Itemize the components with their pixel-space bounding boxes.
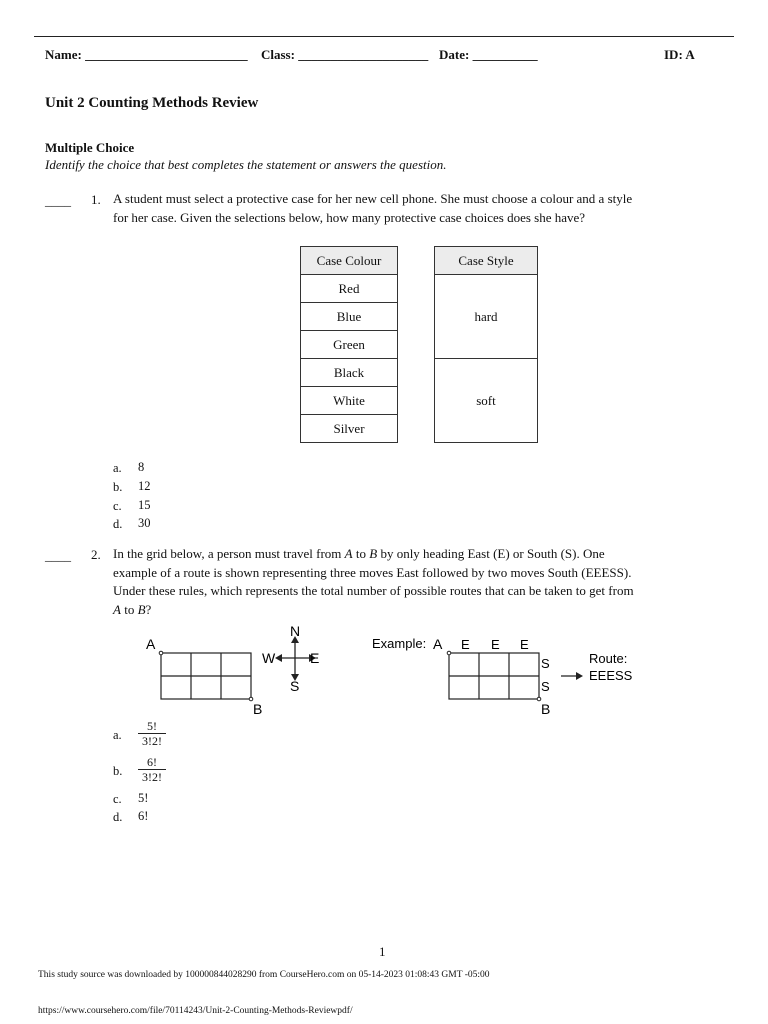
case-style-table bbox=[434, 246, 538, 443]
colour-cell: Black bbox=[301, 359, 398, 387]
q1-answer-blank: ____ bbox=[45, 193, 71, 208]
name-field bbox=[45, 47, 248, 63]
q1-option-a-value: 8 bbox=[138, 460, 145, 474]
id-label: ID: bbox=[664, 47, 683, 62]
example-east-1: E bbox=[461, 637, 470, 652]
q2-option-c-letter: c. bbox=[113, 792, 122, 806]
q1-number: 1. bbox=[91, 192, 101, 207]
date-blank: __________ bbox=[472, 47, 538, 62]
example-south-1: S bbox=[541, 656, 550, 671]
q1-option-d-letter: d. bbox=[113, 517, 123, 531]
q2-option-b-fraction bbox=[138, 755, 166, 784]
point-a-label: A bbox=[146, 636, 156, 652]
case-colour-table bbox=[300, 246, 398, 443]
arrow-right-icon bbox=[561, 672, 583, 680]
q2-option-b-letter: b. bbox=[113, 764, 123, 778]
example-label: Example: bbox=[372, 636, 427, 651]
date-field bbox=[439, 47, 538, 63]
source-url[interactable]: https://www.coursehero.com/file/70114243/Unit-2-Counting-Methods-Reviewpdf/ bbox=[38, 1006, 353, 1016]
colour-cell: White bbox=[301, 387, 398, 415]
q1-option-c-letter: c. bbox=[113, 499, 122, 513]
case-style-header: Case Style bbox=[435, 247, 538, 275]
colour-cell: Red bbox=[301, 275, 398, 303]
q2-answer-blank: ____ bbox=[45, 548, 71, 563]
example-grid bbox=[449, 653, 539, 699]
name-label: Name: bbox=[45, 47, 82, 62]
section-instruction: Identify the choice that best completes the statement or answers the question. bbox=[45, 157, 447, 172]
q1-option-b-value: 12 bbox=[138, 479, 151, 493]
class-blank: ____________________ bbox=[298, 47, 429, 62]
q1-option-d-value: 30 bbox=[138, 516, 151, 530]
route-value: EEESS bbox=[589, 668, 633, 683]
compass-north: N bbox=[290, 623, 301, 639]
q2-option-a-letter: a. bbox=[113, 728, 122, 742]
compass-icon bbox=[262, 623, 319, 694]
q2-option-d-letter: d. bbox=[113, 810, 123, 824]
q2-text bbox=[113, 545, 733, 619]
download-notice: This study source was downloaded by 100000844028290 from CourseHero.com on 05-14-2023 01:08:43 GMT -05:00 bbox=[38, 970, 490, 980]
style-cell: hard bbox=[435, 275, 538, 359]
q2-line-4: A to B? bbox=[113, 601, 152, 617]
class-label: Class: bbox=[261, 47, 295, 62]
q1-option-b-letter: b. bbox=[113, 480, 123, 494]
page-title: Unit 2 Counting Methods Review bbox=[45, 95, 259, 111]
q1-option-a-letter: a. bbox=[113, 461, 122, 475]
page-number: 1 bbox=[379, 944, 386, 959]
q2-option-c-value: 5! bbox=[138, 791, 149, 805]
example-south-2: S bbox=[541, 679, 550, 694]
style-cell: soft bbox=[435, 359, 538, 443]
point-a-dot bbox=[159, 651, 163, 655]
q2-line-3: Under these rules, which represents the total number of possible routes that can be taken to get from bbox=[113, 583, 634, 598]
q2-option-d-value: 6! bbox=[138, 809, 149, 823]
q2-line-1: In the grid below, a person must travel from A to B by only heading East (E) or South (S). One bbox=[113, 546, 605, 561]
fraction-denominator: 3!2! bbox=[142, 734, 162, 748]
route-label: Route: bbox=[589, 651, 628, 666]
example-east-2: E bbox=[491, 637, 500, 652]
compass-west: W bbox=[262, 650, 276, 666]
colour-cell: Green bbox=[301, 331, 398, 359]
q2-line-2: example of a route is shown representing three moves East followed by two moves South (EEESS). bbox=[113, 564, 632, 580]
case-colour-header: Case Colour bbox=[301, 247, 398, 275]
fraction-numerator: 6! bbox=[138, 755, 166, 770]
fraction-numerator: 5! bbox=[138, 719, 166, 734]
compass-south: S bbox=[290, 678, 300, 694]
date-label: Date: bbox=[439, 47, 470, 62]
point-b-label: B bbox=[253, 701, 263, 717]
example-a-dot bbox=[447, 651, 451, 655]
q1-text bbox=[113, 190, 733, 227]
example-east-3: E bbox=[520, 637, 529, 652]
q1-option-c-value: 15 bbox=[138, 498, 151, 512]
class-field bbox=[261, 47, 428, 63]
name-blank: _________________________ bbox=[85, 47, 248, 62]
example-point-a: A bbox=[433, 636, 443, 652]
fraction-denominator: 3!2! bbox=[142, 770, 162, 784]
colour-cell: Blue bbox=[301, 303, 398, 331]
section-heading: Multiple Choice bbox=[45, 140, 135, 155]
grid-route-figure bbox=[130, 620, 650, 720]
q1-line-2: for her case. Given the selections below, how many protective case choices does she have? bbox=[113, 209, 586, 225]
q1-line-1: A student must select a protective case for her new cell phone. She must choose a colour and a style bbox=[113, 191, 633, 206]
q2-option-a-fraction bbox=[138, 719, 166, 748]
q2-number: 2. bbox=[91, 547, 101, 562]
header-rule bbox=[34, 36, 734, 37]
route-grid bbox=[161, 653, 251, 699]
example-point-b: B bbox=[541, 701, 551, 717]
colour-cell: Silver bbox=[301, 415, 398, 443]
compass-east: E bbox=[310, 650, 320, 666]
id-value: A bbox=[685, 47, 695, 62]
id-field bbox=[664, 47, 695, 63]
